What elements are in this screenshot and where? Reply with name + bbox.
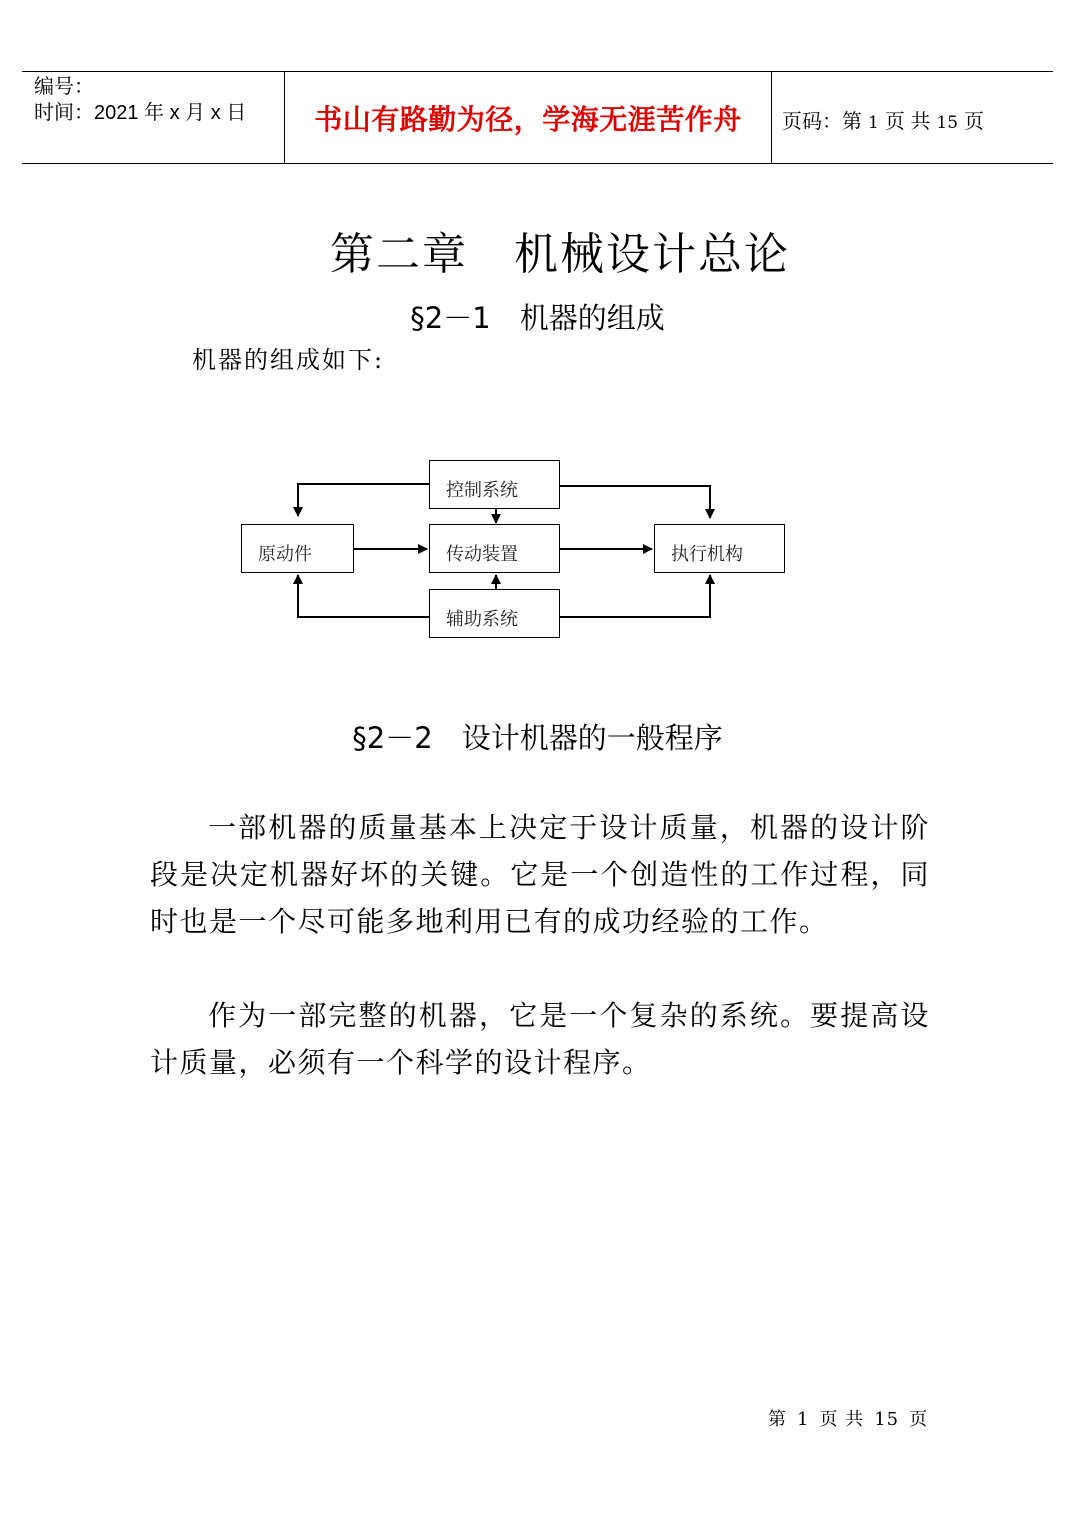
box-prime-mover <box>241 524 354 573</box>
section1-title: §2－1 机器的组成 <box>410 301 665 335</box>
page-footer <box>768 1405 928 1431</box>
arrow-control-to-actuator <box>560 486 710 518</box>
header-motto: 书山有路勤为径，学海无涯苦作舟 <box>314 103 742 136</box>
header-divider <box>771 72 772 163</box>
header-page-info <box>782 105 984 134</box>
arrow-auxiliary-to-actuator <box>560 575 710 617</box>
header-page-current: 1 <box>868 113 879 133</box>
footer-prefix: 第 <box>768 1409 787 1430</box>
document-header <box>22 71 1053 164</box>
header-page-mid: 页 共 <box>884 111 931 133</box>
box-actuator <box>654 524 785 573</box>
header-time-label: 时间：2021 年 x 月 x 日 <box>34 102 247 124</box>
section2-paragraph-1: 一部机器的质量基本上决定于设计质量，机器的设计阶段是决定机器好坏的关键。它是一个创造性的工作过程，同时也是一个尽可能多地利用已有的成功经验的工作。 <box>150 811 930 938</box>
arrow-control-to-prime-mover <box>298 484 429 516</box>
footer-suffix: 页 <box>909 1409 929 1430</box>
footer-page-total: 15 <box>874 1409 900 1430</box>
box-control-system <box>429 460 560 509</box>
section2-paragraph-2: 作为一部完整的机器，它是一个复杂的系统。要提高设计质量，必须有一个科学的设计程序。 <box>150 999 930 1079</box>
box-transmission <box>429 524 560 573</box>
header-page-total: 15 <box>936 113 959 133</box>
footer-mid: 页 共 <box>819 1409 865 1430</box>
box-auxiliary-system-label: 辅助系统 <box>446 609 518 630</box>
header-meta <box>34 74 246 126</box>
box-control-system-label: 控制系统 <box>446 480 518 501</box>
box-prime-mover-label: 原动件 <box>258 544 312 565</box>
header-page-suffix: 页 <box>964 111 985 133</box>
box-actuator-label: 执行机构 <box>671 544 743 565</box>
section1-intro: 机器的组成如下: <box>192 346 385 374</box>
arrow-auxiliary-to-prime-mover <box>298 575 429 617</box>
chapter-title: 第二章 机械设计总论 <box>330 229 790 280</box>
section2-title: §2－2 设计机器的一般程序 <box>352 721 723 755</box>
box-transmission-label: 传动装置 <box>446 544 518 565</box>
footer-page-current: 1 <box>797 1409 810 1430</box>
box-auxiliary-system <box>429 589 560 638</box>
header-page-prefix: 页码：第 <box>782 111 862 133</box>
header-id-label: 编号： <box>34 76 94 98</box>
